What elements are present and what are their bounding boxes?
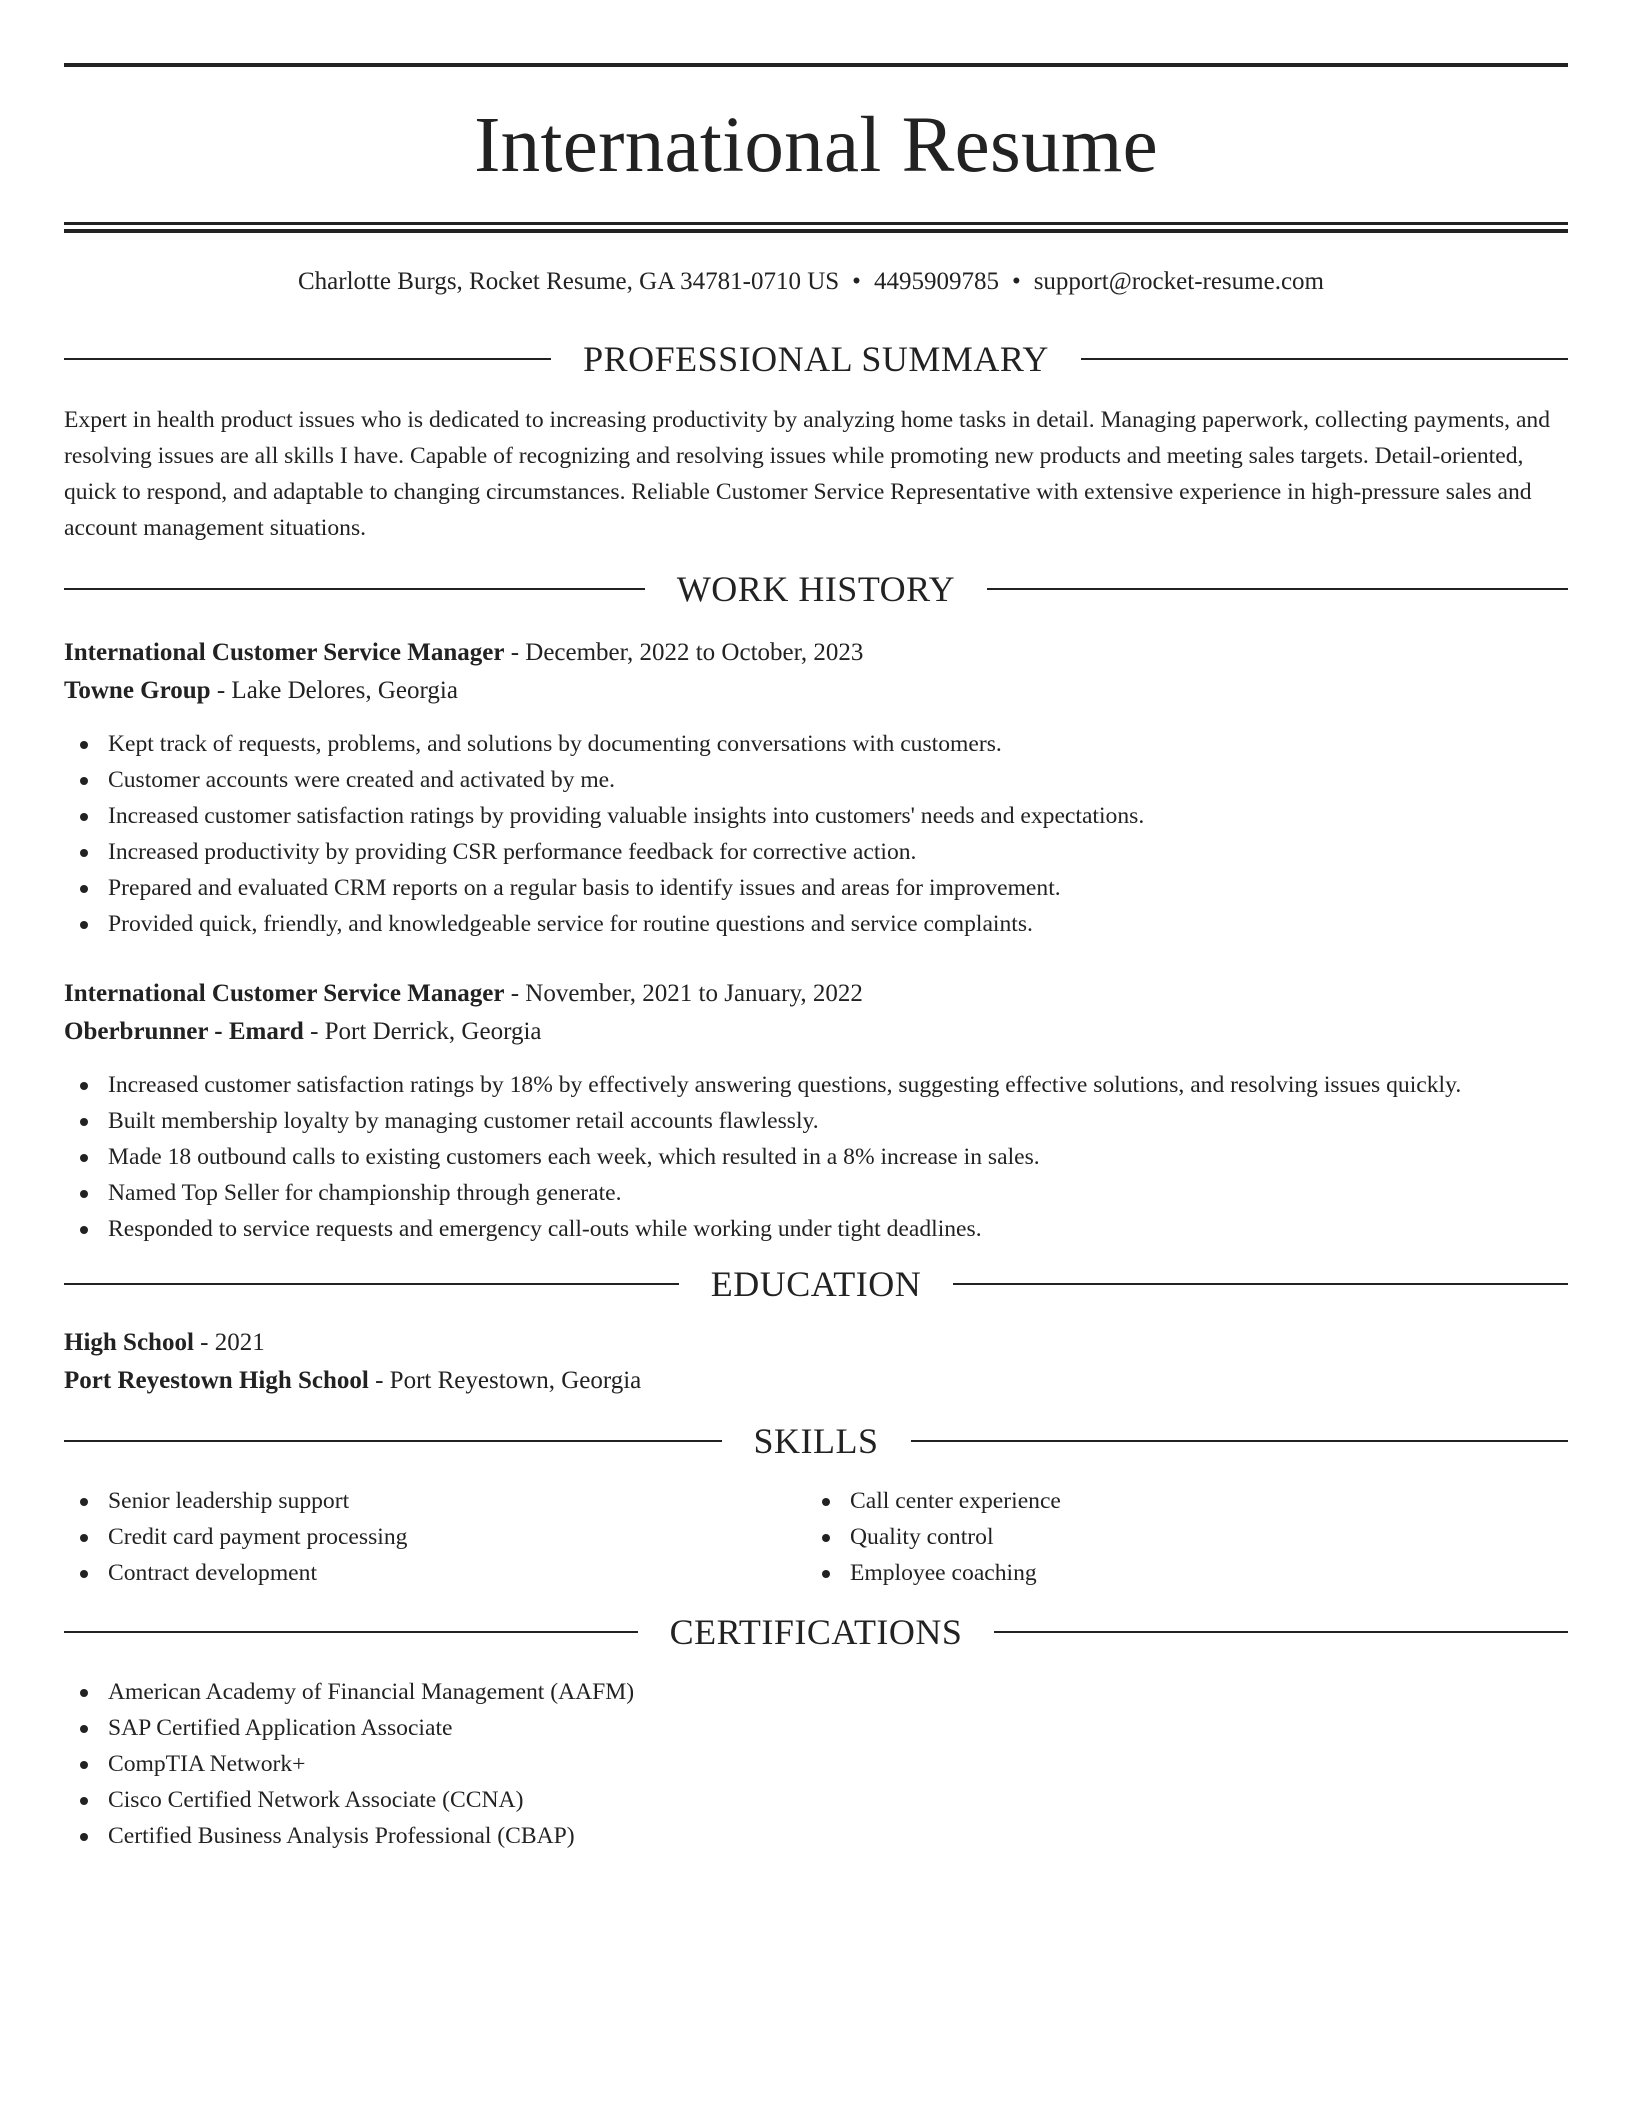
skills-column-left: [64, 1483, 806, 1591]
skills-column-right: [806, 1483, 1548, 1591]
job-title-line: [64, 975, 1568, 1013]
education-entry: [64, 1324, 1568, 1400]
education-school: Port Reyestown High School: [64, 1367, 369, 1394]
section-heading-skills: [64, 1420, 1568, 1462]
list-item: Responded to service requests and emergency call-outs while working under tight deadlines.: [64, 1211, 1568, 1247]
section-heading-education: [64, 1263, 1568, 1305]
skill-item: Call center experience: [806, 1483, 1548, 1519]
certifications-list: [64, 1674, 1568, 1854]
heading-rule-right: [1081, 358, 1568, 360]
list-item: Made 18 outbound calls to existing customers each week, which resulted in a 8% increase in sales.: [64, 1139, 1568, 1175]
job-company-line: [64, 1013, 1568, 1051]
job-location: - Port Derrick, Georgia: [303, 1018, 542, 1045]
education-degree: High School: [64, 1329, 194, 1356]
list-item: Increased customer satisfaction ratings by 18% by effectively answering questions, suggesting effective solutions, and resolving issues quickly.: [64, 1067, 1568, 1103]
education-year: - 2021: [193, 1329, 265, 1356]
list-item: Built membership loyalty by managing customer retail accounts flawlessly.: [64, 1103, 1568, 1139]
page-title: International Resume: [474, 102, 1158, 189]
certification-item: SAP Certified Application Associate: [64, 1710, 1568, 1746]
education-school-line: [64, 1362, 1568, 1400]
skill-item: Quality control: [806, 1519, 1548, 1555]
job-company: Oberbrunner - Emard: [64, 1018, 304, 1045]
job-entry: [64, 634, 1568, 942]
list-item: Customer accounts were created and activated by me.: [64, 762, 1568, 798]
job-bullets: [64, 1067, 1568, 1247]
job-bullets: [64, 726, 1568, 942]
heading-rule-left: [64, 1283, 679, 1285]
job-dates: - November, 2021 to January, 2022: [504, 980, 863, 1007]
education-location: - Port Reyestown, Georgia: [368, 1367, 642, 1394]
section-heading-work-history: [64, 568, 1568, 610]
contact-line: [64, 266, 1568, 298]
skill-item: Employee coaching: [806, 1555, 1548, 1591]
section-heading-label: SKILLS: [753, 1421, 879, 1461]
heading-rule-right: [953, 1283, 1568, 1285]
section-heading-label: CERTIFICATIONS: [669, 1612, 963, 1652]
education-degree-line: [64, 1324, 1568, 1362]
header-double-rule: [64, 222, 1568, 233]
heading-rule-left: [64, 358, 551, 360]
heading-rule-right: [987, 588, 1568, 590]
contact-address: Charlotte Burgs, Rocket Resume, GA 34781-0710 US: [297, 268, 840, 295]
skills-grid: [64, 1483, 1568, 1591]
section-heading-summary: [64, 338, 1568, 380]
certification-item: Certified Business Analysis Professional (CBAP): [64, 1818, 1568, 1854]
contact-phone: 4495909785: [873, 268, 999, 295]
list-item: Prepared and evaluated CRM reports on a regular basis to identify issues and areas for improvement.: [64, 870, 1568, 906]
job-location: - Lake Delores, Georgia: [210, 677, 458, 704]
job-title-line: [64, 634, 1568, 672]
heading-rule-left: [64, 588, 645, 590]
skill-item: Senior leadership support: [64, 1483, 806, 1519]
certification-item: American Academy of Financial Management (AAFM): [64, 1674, 1568, 1710]
list-item: Increased productivity by providing CSR performance feedback for corrective action.: [64, 834, 1568, 870]
job-title: International Customer Service Manager: [64, 980, 505, 1007]
section-heading-label: WORK HISTORY: [676, 569, 956, 609]
list-item: Kept track of requests, problems, and solutions by documenting conversations with customers.: [64, 726, 1568, 762]
skill-item: Contract development: [64, 1555, 806, 1591]
contact-separator: •: [852, 268, 861, 295]
certification-item: CompTIA Network+: [64, 1746, 1568, 1782]
job-dates: - December, 2022 to October, 2023: [504, 639, 864, 666]
skill-item: Credit card payment processing: [64, 1519, 806, 1555]
job-entry: [64, 975, 1568, 1247]
section-heading-certifications: [64, 1611, 1568, 1653]
job-company: Towne Group: [64, 677, 211, 704]
list-item: Increased customer satisfaction ratings by providing valuable insights into customers' needs and expectations.: [64, 798, 1568, 834]
job-title: International Customer Service Manager: [64, 639, 505, 666]
heading-rule-left: [64, 1440, 722, 1442]
section-heading-label: EDUCATION: [710, 1264, 922, 1304]
heading-rule-right: [911, 1440, 1569, 1442]
job-company-line: [64, 672, 1568, 710]
list-item: Named Top Seller for championship through generate.: [64, 1175, 1568, 1211]
contact-separator: •: [1011, 268, 1021, 295]
section-heading-label: PROFESSIONAL SUMMARY: [583, 339, 1049, 379]
heading-rule-right: [994, 1631, 1568, 1633]
summary-text: Expert in health product issues who is dedicated to increasing productivity by analyzing home tasks in detail. Managing paperwork, collecting payments, and resolving issues are all skills I have. Capable of recognizing and resolving issues while promoting new products and meeting sales targets. Detail-oriented, quick to respond, and adaptable to changing circumstances. Reliable Customer Service Representative with extensive experience in high-pressure sales and account management situations.: [64, 407, 1551, 541]
certification-item: Cisco Certified Network Associate (CCNA): [64, 1782, 1568, 1818]
list-item: Provided quick, friendly, and knowledgeable service for routine questions and service complaints.: [64, 906, 1568, 942]
heading-rule-left: [64, 1631, 638, 1633]
contact-email: support@rocket-resume.com: [1033, 268, 1324, 295]
resume-page: [64, 0, 1568, 1854]
